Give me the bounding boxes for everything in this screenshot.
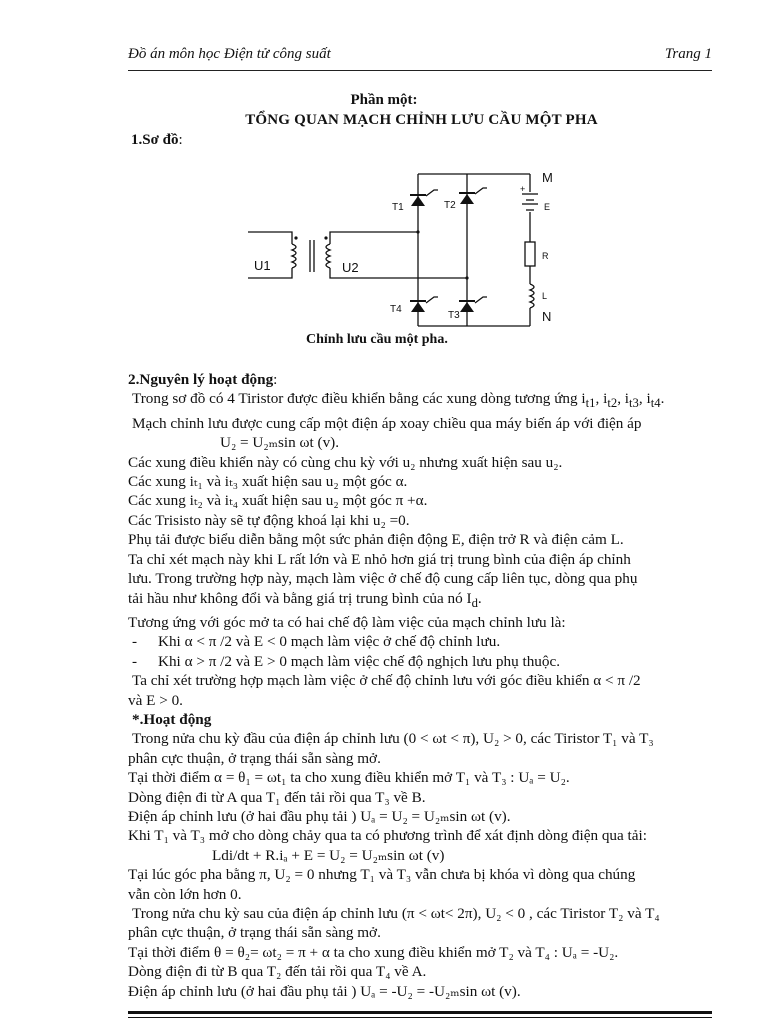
label-m: M bbox=[542, 170, 553, 185]
label-t2: T2 bbox=[444, 200, 456, 211]
page-header bbox=[128, 44, 712, 68]
header-title: Đồ án môn học Điện tử công suất bbox=[128, 46, 331, 62]
text-line: Tại thời điểm α = θ₁ = ωt₁ ta cho xung điều khiển mở T₁ và T₃ : Uₐ = U₂. bbox=[128, 769, 570, 787]
text-line: Các Trisisto này sẽ tự động khoá lại khi u₂ =0. bbox=[128, 511, 410, 529]
text-line: Dòng điện đi từ B qua T₂ đến tải rồi qua T₄ về A. bbox=[128, 963, 427, 981]
text-line: Tại lúc góc pha bằng π, U₂ = 0 nhưng T₁ và T₃ vẫn chưa bị khóa vì dòng qua chúng bbox=[128, 866, 636, 884]
text-line: Các xung iₜ₂ và iₜ₄ xuất hiện sau u₂ một góc π +α. bbox=[128, 492, 428, 510]
text-line: vẫn còn lớn hơn 0. bbox=[128, 885, 242, 903]
text-line: Ta chỉ xét trường hợp mạch làm việc ở chế độ chỉnh lưu với góc điều khiển α < π /2 bbox=[132, 672, 641, 690]
operation-heading: *.Hoạt động bbox=[132, 710, 212, 728]
main-title: TỔNG QUAN MẠCH CHỈNH LƯU CẦU MỘT PHA bbox=[245, 112, 598, 128]
text-line: Các xung iₜ₁ và iₜ₃ xuất hiện sau u₂ một góc α. bbox=[128, 473, 408, 491]
text-line: Dòng điện đi từ A qua T₁ đến tải rồi qua T₃ về B. bbox=[128, 788, 426, 806]
label-t3: T3 bbox=[448, 310, 460, 321]
text-line: Tương ứng với góc mở ta có hai chế độ làm việc của mạch chỉnh lưu là: bbox=[128, 613, 566, 631]
text-line: Trong sơ đồ có 4 Tiristor được điều khiển bằng các xung dòng tương ứng $i_{t1}$, $i_{t2}$, $i_{t3}$, $i_{t4}$. bbox=[132, 390, 665, 411]
label-r: R bbox=[542, 251, 549, 261]
page-number: Trang 1 bbox=[664, 46, 712, 62]
text-line: Khi T₁ và T₃ mở cho dòng chảy qua ta có phương trình để xát định dòng điện qua tải: bbox=[128, 827, 647, 845]
label-t1: T1 bbox=[392, 202, 404, 213]
text-line: Mạch chỉnh lưu được cung cấp một điện áp xoay chiều qua máy biến áp với điện áp bbox=[132, 414, 642, 432]
text-line: Trong nửa chu kỳ sau của điện áp chỉnh lưu (π < ωt< 2π), U₂ < 0 , các Tiristor T₂ và T₄ bbox=[132, 905, 660, 923]
label-t4: T4 bbox=[390, 304, 402, 315]
label-n: N bbox=[542, 309, 552, 324]
text-line: Các xung điều khiển này có cùng chu kỳ với u₂ nhưng xuất hiện sau u₂. bbox=[128, 453, 563, 471]
section-2-heading: 2.Nguyên lý hoạt động: bbox=[128, 371, 278, 388]
text-line: và E > 0. bbox=[128, 691, 183, 709]
label-u1: U1 bbox=[254, 258, 271, 273]
text-line: Phụ tải được biểu diễn bằng một sức phản điện động E, điện trở R và điện cảm L. bbox=[128, 531, 624, 549]
equation: Ldi/dt + R.iₐ + E = U₂ = U₂ₘsin ωt (v) bbox=[212, 846, 445, 864]
footer-divider-thick bbox=[128, 1011, 712, 1014]
section-1-heading: 1.Sơ đồ: bbox=[131, 132, 183, 148]
text-line: Điện áp chỉnh lưu (ở hai đầu phụ tải ) Uₐ = U₂ = U₂ₘsin ωt (v). bbox=[128, 808, 511, 825]
text-line: phân cực thuận, ở trạng thái sẵn sàng mở. bbox=[128, 924, 381, 942]
label-u2: U2 bbox=[342, 260, 359, 275]
diagram-caption: Chỉnh lưu cầu một pha. bbox=[306, 332, 448, 347]
bridge-rectifier-diagram bbox=[230, 160, 570, 330]
text-line: lưu. Trong trường hợp này, mạch làm việc ở chế độ cung cấp liên tục, dòng qua phụ bbox=[128, 570, 638, 588]
label-e: E bbox=[544, 202, 551, 212]
label-l: L bbox=[542, 291, 548, 301]
part-title: Phần một: bbox=[350, 92, 418, 108]
equation: U₂ = U₂ₘsin ωt (v). bbox=[220, 434, 340, 452]
list-item: - Khi α < π /2 và E < 0 mạch làm việc ở chế độ chỉnh lưu. bbox=[132, 633, 501, 651]
text-line: Điện áp chỉnh lưu (ở hai đầu phụ tải ) Uₐ = -U₂ = -U₂ₘsin ωt (v). bbox=[128, 982, 521, 1000]
text-line: Tại thời điểm θ = θ₂= ωt₂ = π + α ta cho xung điều khiển mở T₂ và T₄ : Uₐ = -U₂. bbox=[128, 943, 619, 961]
footer-divider-thin bbox=[128, 1017, 712, 1018]
label-plus: + bbox=[520, 184, 526, 194]
text-line: Trong nửa chu kỳ đầu của điện áp chỉnh lưu (0 < ωt < π), U₂ > 0, các Tiristor T₁ và T₃ bbox=[132, 730, 654, 748]
text-line: tải hầu như không đổi và bằng giá trị trung bình của nó $I_d$. bbox=[128, 589, 482, 610]
body-text bbox=[128, 370, 718, 1001]
text-line: phân cực thuận, ở trạng thái sẵn sàng mở. bbox=[128, 749, 381, 767]
list-item: - Khi α > π /2 và E > 0 mạch làm việc chế độ nghịch lưu phụ thuộc. bbox=[132, 652, 561, 670]
header-divider bbox=[128, 70, 712, 71]
text-line: Ta chỉ xét mạch này khi L rất lớn và E nhỏ hơn giá trị trung bình của điện áp chỉnh bbox=[128, 550, 631, 568]
